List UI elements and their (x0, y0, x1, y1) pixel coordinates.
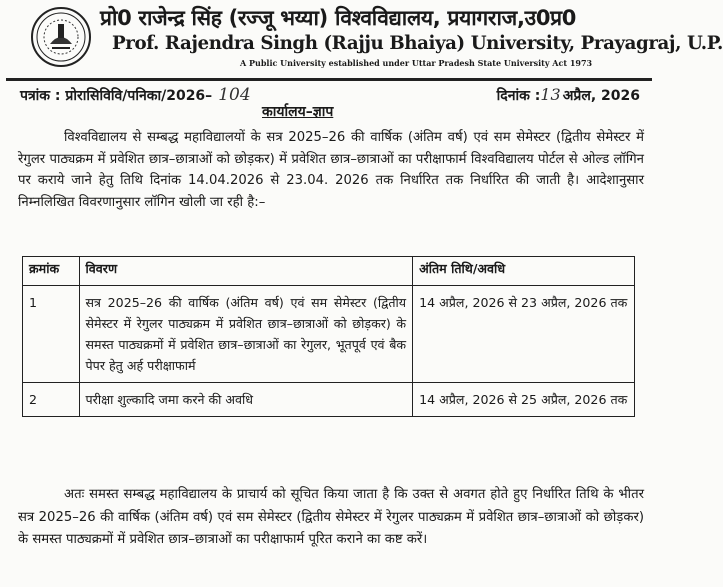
date-cell: 14 अप्रैल, 2026 से 25 अप्रैल, 2026 तक (413, 383, 635, 417)
university-name-english: Prof. Rajendra Singh (Rajju Bhaiya) University, Prayagraj, U.P. (112, 33, 723, 54)
university-subtitle: A Public University established under Uttar Pradesh State University Act 1973 (240, 58, 593, 68)
letterhead (0, 0, 723, 78)
column-header: क्रमांक (23, 257, 80, 286)
serial-number-cell: 1 (23, 286, 80, 383)
intro-paragraph: विश्वविद्यालय से सम्बद्ध महाविद्यालयों के सत्र 2025–26 की वार्षिक (अंतिम वर्ष) एवं सम सेमेस्टर (द्वितीय सेमेस्टर में रेगुलर पाठ्यक्रम में प्रवेशित छात्र–छात्राओं को छोड़कर) में प्रवेशित छात्र–छात्राओं का परीक्षाफार्म विश्वविद्यालय पोर्टल से ओल्ड लॉगिन पर कराये जाने हेतु तिथि दिनांक 14.04.2026 से 23.04. 2026 तक निर्धारित तक निर्धारित की जाती है। आदेशानुसार निम्नलिखित विवरणानुसार लॉगिन खोली जा रही है:– (18, 130, 644, 210)
date-cell: 14 अप्रैल, 2026 से 23 अप्रैल, 2026 तक (413, 286, 635, 383)
closing-paragraph: अतः समस्त सम्बद्ध महाविद्यालय के प्राचार्य को सूचित किया जाता है कि उक्त से अवगत होते हुए निर्धारित तिथि के भीतर सत्र 2025–26 की वार्षिक (अंतिम वर्ष) एवं सम सेमेस्टर (द्वितीय सेमेस्टर में रेगुलर पाठ्यक्रम में प्रवेशित छात्र–छात्राओं को छोड़कर) के समस्त पाठ्यक्रमों में प्रवेशित छात्र–छात्राओं का परीक्षाफार्म पूरित कराने का कष्ट करें। (18, 487, 644, 547)
description-cell: सत्र 2025–26 की वार्षिक (अंतिम वर्ष) एवं सम सेमेस्टर (द्वितीय सेमेस्टर में रेगुलर पाठ्यक्रम में प्रवेशित छात्र–छात्राओं को छोड़कर) के समस्त पाठ्यक्रमों में प्रवेशित छात्र–छात्राओं का रेगुलर, भूतपूर्व एवं बैक पेपर हेतु अर्ह परीक्षाफार्म (79, 286, 413, 383)
university-name-hindi: प्रो0 राजेन्द्र सिंह (रज्जू भय्या) विश्वविद्यालय, प्रयागराज,उ0प्र0 (100, 6, 577, 30)
office-order-heading: कार्यालय–ज्ञाप (262, 104, 334, 120)
university-seal-icon (30, 6, 92, 68)
table-row (23, 286, 635, 383)
table-header-row (23, 257, 635, 286)
serial-number-cell: 2 (23, 383, 80, 417)
description-cell: परीक्षा शुल्कादि जमा करने की अवधि (79, 383, 413, 417)
schedule-table (22, 256, 635, 417)
letter-number-label: पत्रांक : प्रोरासिविवि/पनिका/2026– (20, 88, 213, 104)
letter-number-handwritten: 104 (218, 85, 251, 105)
table-row (23, 383, 635, 417)
letter-date (497, 85, 640, 105)
column-header: अंतिम तिथि/अवधि (413, 257, 635, 286)
header-divider (6, 78, 652, 81)
date-rest: अप्रैल, 2026 (562, 88, 640, 104)
letter-number (20, 85, 251, 105)
date-handwritten: 13 (540, 85, 561, 104)
column-header: विवरण (79, 257, 413, 286)
date-label: दिनांक : (496, 88, 541, 104)
